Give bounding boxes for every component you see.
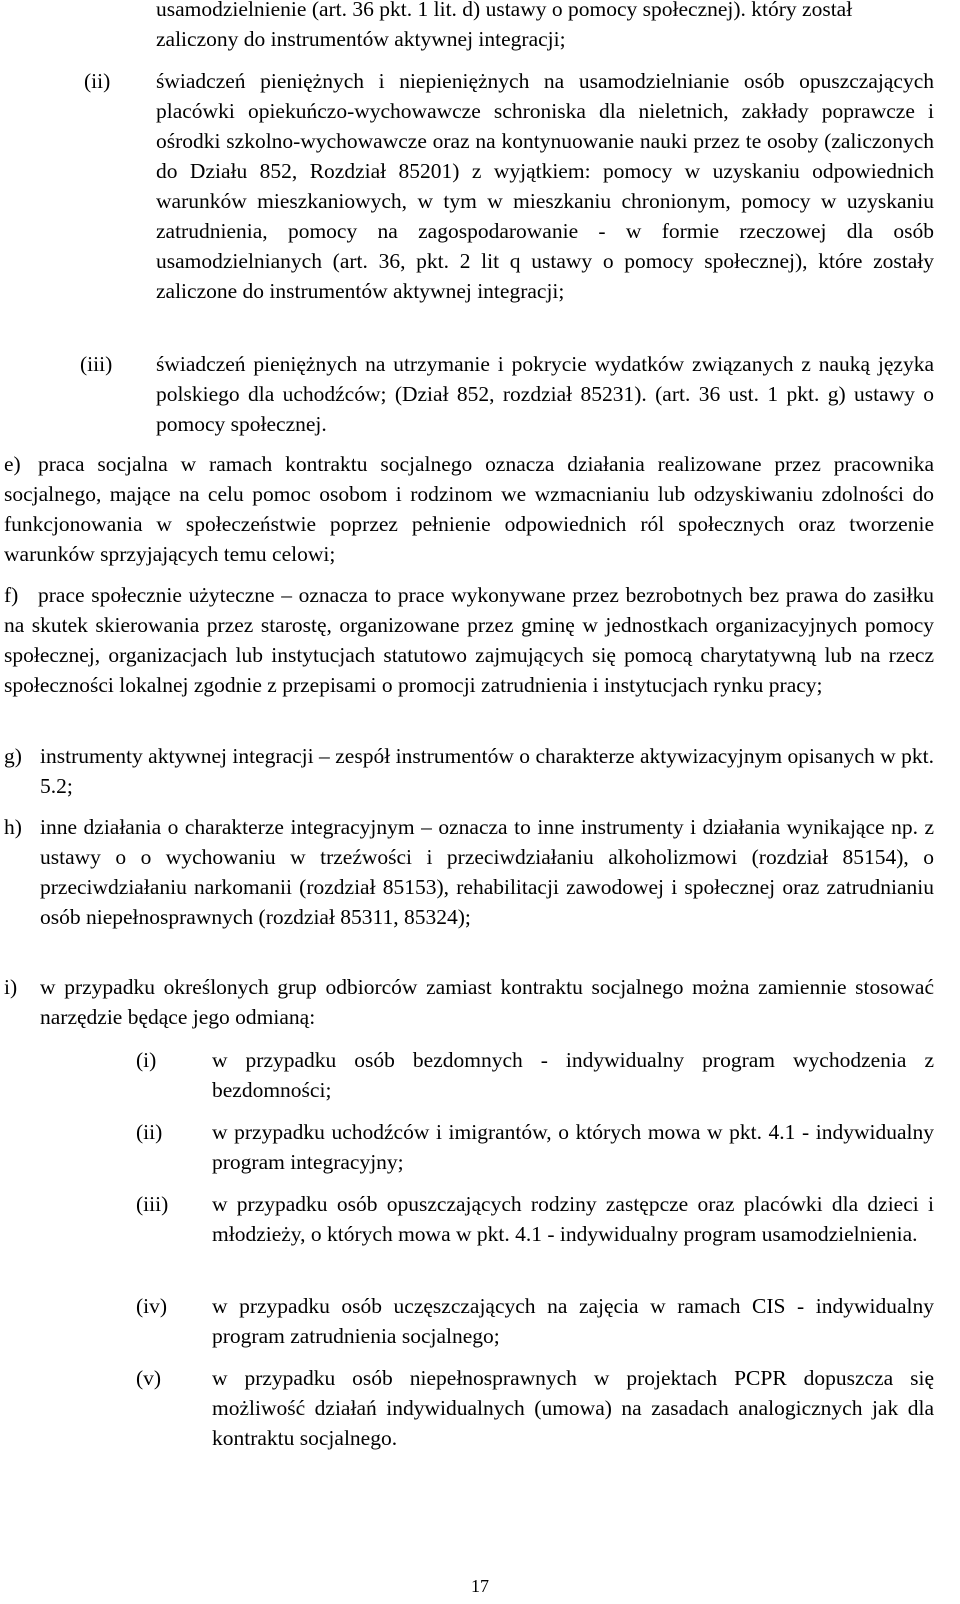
item-text: w przypadku określonych grup odbiorców zamiast kontraktu socjalnego można zamiennie stosować narzędzie będące jego odmianą: [40, 975, 934, 1029]
sub-item-text: w przypadku osób niepełnosprawnych w projektach PCPR dopuszcza się możliwość działań indywidualnych (umowa) na zasadach analogicznych jak dla kontraktu socjalnego. [212, 1366, 934, 1450]
sub-item-marker: (ii) [136, 1120, 163, 1144]
sub-item-marker: (v) [136, 1366, 162, 1390]
page-number: 17 [471, 1576, 489, 1596]
sub-item-marker: (iv) [136, 1294, 168, 1318]
sub-item-marker: (i) [136, 1048, 157, 1072]
item-text: instrumenty aktywnej integracji – zespół instrumentów o charakterze aktywizacyjnym opisanych w pkt. 5.2; [40, 744, 934, 798]
sub-item-text: w przypadku osób bezdomnych - indywidualny program wychodzenia z bezdomności; [212, 1048, 934, 1102]
sub-item-text: świadczeń pieniężnych na utrzymanie i pokrycie wydatków związanych z nauką języka polskiego dla uchodźców; (Dział 852, rozdział 85231). (art. 36 ust. 1 pkt. g) ustawy o pomocy społecznej. [156, 352, 934, 436]
sub-item-text: świadczeń pieniężnych i niepieniężnych na usamodzielnianie osób opuszczających placówki opiekuńczo-wychowawcze schroniska dla nieletnich, zakłady poprawcze i ośrodki szkolno-wychowawcze oraz na kontynuowanie nauki przez te osoby (zaliczonych do Działu 852, Rozdział 85201) z wyjątkiem: pomocy w uzyskaniu odpowiednich warunków mieszkaniowych, w tym w mieszkaniu chronionym, pomocy w uzyskaniu zatrudnienia, pomocy na zagospodarowanie - w formie rzeczowej dla osób usamodzielnianych (art. 36, pkt. 2 lit q ustawy o pomocy społecznej), które zostały zaliczone do instrumentów aktywnej integracji; [156, 69, 934, 303]
sub-item-marker: (ii) [84, 69, 111, 93]
continuation-text: usamodzielnienie (art. 36 pkt. 1 lit. d) ustawy o pomocy społecznej). który został zaliczony do instrumentów aktywnej integracji; [156, 0, 853, 51]
sub-item-marker: (iii) [80, 352, 113, 376]
sub-item-text: w przypadku osób opuszczających rodziny zastępcze oraz placówki dla dzieci i młodzieży, o których mowa w pkt. 4.1 - indywidualny program usamodzielnienia. [212, 1192, 934, 1246]
sub-item-text: w przypadku uchodźców i imigrantów, o których mowa w pkt. 4.1 - indywidualny program integracyjny; [212, 1120, 934, 1174]
item-text: prace społecznie użyteczne – oznacza to prace wykonywane przez bezrobotnych bez prawa do zasiłku na skutek skierowania przez starostę, organizowane przez gminę w jednostkach organizacyjnych pomocy społecznej, organizacjach lub instytucjach statutowo zajmujących się pomocą charytatywną lub na rzecz społeczności lokalnej zgodnie z przepisami o promocji zatrudnienia i instytucjach rynku pracy; [4, 583, 934, 697]
item-marker: g) [4, 744, 22, 768]
continuation-paragraph [156, 0, 934, 54]
item-text: inne działania o charakterze integracyjnym – oznacza to inne instrumenty i działania wynikające np. z ustawy o o wychowaniu w trzeźwości i przeciwdziałaniu alkoholizmowi (rozdział 85154), o przeciwdziałaniu narkomanii (rozdział 85153), rehabilitacji zawodowej i społecznej oraz zatrudnianiu osób niepełnosprawnych (rozdział 85311, 85324); [40, 815, 934, 929]
item-marker: f) [4, 583, 19, 607]
item-text: praca socjalna w ramach kontraktu socjalnego oznacza działania realizowane przez pracownika socjalnego, mające na celu pomoc osobom i rodzinom we wzmacnianiu lub odzyskiwaniu zdolności do funkcjonowania w społeczeństwie poprzez pełnienie odpowiednich ról społecznych oraz tworzenie warunków sprzyjających temu celowi; [4, 452, 934, 566]
item-marker: h) [4, 815, 22, 839]
sub-item-marker: (iii) [136, 1192, 169, 1216]
sub-item-text: w przypadku osób uczęszczających na zajęcia w ramach CIS - indywidualny program zatrudnienia socjalnego; [212, 1294, 934, 1348]
item-marker: i) [4, 975, 18, 999]
item-marker: e) [4, 452, 21, 476]
